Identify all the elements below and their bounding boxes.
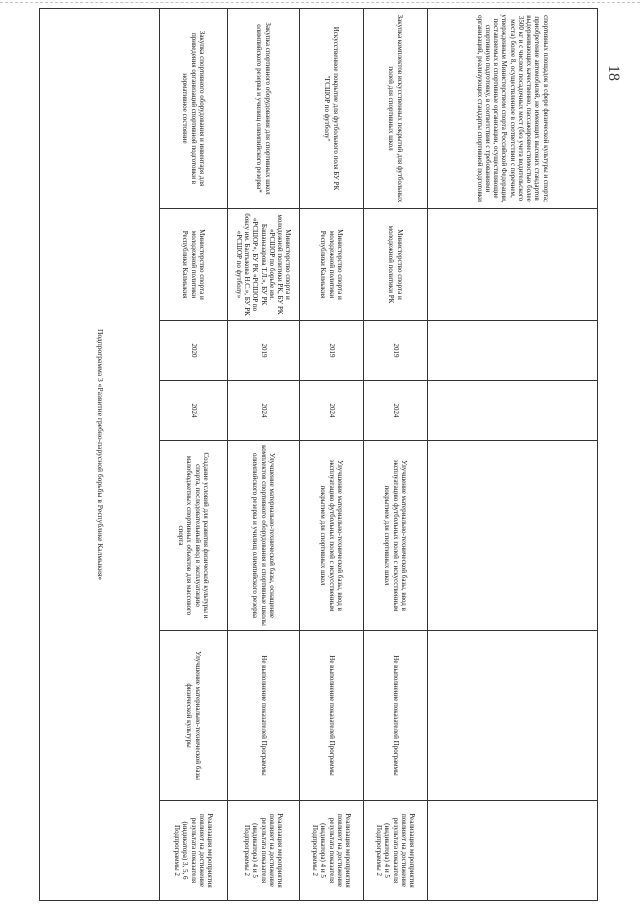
row3-relation: Реализация мероприятия повлияет на достижение результата показателя (индикатора) 4 и 5 Подпрограммы 2 <box>300 801 364 901</box>
row3-end: 2024 <box>300 381 364 441</box>
row3-start: 2019 <box>300 321 364 381</box>
table-row <box>228 9 300 901</box>
activities-table <box>39 8 598 901</box>
row4-executor: Министерство спорта и молодежной политики РК, БУ РК «РСШОР по борьбе им. Башаназарова Т.Л.», БУ РК «РСШОР», БУ РК «РСШОР по боксу им. Балтыкова Н.С.», БУ РК «РСШОР по футболу» <box>228 209 300 321</box>
row1-result <box>428 441 598 631</box>
subprogram-header-row <box>40 9 160 901</box>
row4-relation: Реализация мероприятия повлияет на достижение результата показателя (индикатора) 4 и 5 Подпрограммы 2 <box>228 801 300 901</box>
row3-result: Улучшение материально-технической базы, ввод в эксплуатацию футбольных полей с искусственным покрытием для спортивных школ <box>300 441 364 631</box>
page-number-text: 18 <box>605 65 622 81</box>
table-row <box>428 9 598 901</box>
row4-start: 2019 <box>228 321 300 381</box>
table-row <box>160 9 228 901</box>
rotated-table-container <box>40 8 598 900</box>
row5-result: Создание условий для развития физической культуры и спорта, последовательный ввод в эксплуатацию малобюджетных спортивных объектов для массового спорта <box>160 441 228 631</box>
row2-result: Улучшение материально-технической базы, ввод в эксплуатацию футбольных полей с искусственным покрытием для спортивных школ <box>364 441 428 631</box>
row4-consequence: Не выполнение показателей Программы <box>228 631 300 801</box>
row5-name: Закупка спортивного оборудования и инвентаря для приведения организаций спортивной подготовки в нормативное состояние <box>160 9 228 209</box>
row2-relation: Реализация мероприятия повлияет на достижение результата показателя (индикатора) 4 и 5 Подпрограммы 2 <box>364 801 428 901</box>
row4-result: Улучшение материально-технической базы, оснащение комплектов спортивного оборудования и спортивные школы олимпийского резерва и училищ олимпийского резерва <box>228 441 300 631</box>
row5-executor: Министерство спорта и молодежной политики Республики Калмыкия <box>160 209 228 321</box>
row5-relation: Реализация мероприятия повлияет на достижение результата показателя (индикатора) 3, 5, 6 Подпрограммы 2 <box>160 801 228 901</box>
row1-name: спортивных площадок в сфере физической культуры и спорта; приобретение автомобилей, не имеющих высоких стандартов выдерживающих качественно, пассажировместимостью более 3500 кг и с числом посадочных мест (без учета водительского места) более 8, осуществленное в соответствии с перечнем, утвержденным Министерством спорта Российской Федерации, поставляемых в спортивные организации, осуществляющие спортивную подготовку, в соответствии с требованиями организаций, реализующих стандарты спортивной подготовки <box>428 9 598 209</box>
row3-consequence: Не выполнение показателей Программы <box>300 631 364 801</box>
table-row <box>300 9 364 901</box>
row5-start: 2020 <box>160 321 228 381</box>
row1-consequence <box>428 631 598 801</box>
row4-end: 2024 <box>228 381 300 441</box>
row1-executor <box>428 209 598 321</box>
row4-name: Закупка спортивного оборудования для спортивных школ олимпийского резерва и училищ олимпийского резерва* <box>228 9 300 209</box>
row2-consequence: Не выполнение показателей Программы <box>364 631 428 801</box>
row1-end <box>428 381 598 441</box>
row2-start: 2019 <box>364 321 428 381</box>
row2-name: Закупка комплектов искусственных покрытий для футбольных полей для спортивных школ <box>364 9 428 209</box>
row5-consequence: Улучшение материально-технической базы физической культуры <box>160 631 228 801</box>
table-row <box>364 9 428 901</box>
row1-start <box>428 321 598 381</box>
row3-executor: Министерство спорта и молодежной политики Республики Калмыкия <box>300 209 364 321</box>
row1-relation <box>428 801 598 901</box>
row2-end: 2024 <box>364 381 428 441</box>
row5-end: 2024 <box>160 381 228 441</box>
rotated-table-frame <box>40 8 598 900</box>
subprogram-title: Подпрограмма 3 «Развитие гребно-парусной борьбы в Республике Калмыкия» <box>40 9 160 901</box>
page-number <box>603 58 623 88</box>
row3-name: Искусственное покрытие для футбольного поля БУ РК "ГСШОР по футболу" <box>300 9 364 209</box>
row2-executor: Министерство спорта и молодежной политики РК <box>364 209 428 321</box>
page-top-dashed-edge <box>0 2 640 3</box>
